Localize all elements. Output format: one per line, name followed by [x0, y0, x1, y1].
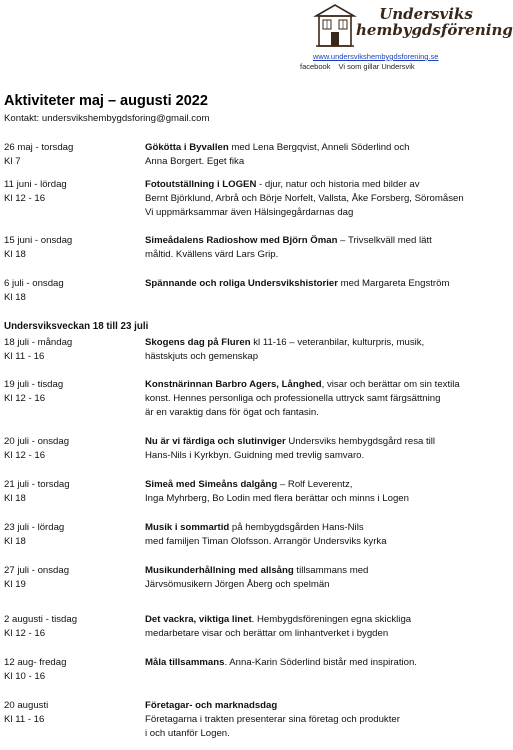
event-description: [145, 478, 490, 506]
event-time: Kl 11 - 16: [4, 714, 45, 725]
event-time: Kl 18: [4, 493, 26, 504]
event-when: [4, 521, 139, 549]
event-description: [145, 336, 490, 364]
event-line2: hästskjuts och gemenskap: [145, 351, 259, 362]
event-title-rest: med Margareta Engström: [338, 278, 450, 289]
event-time: Kl 18: [4, 249, 26, 260]
tagline-row: [300, 62, 421, 71]
event-line1: [145, 336, 490, 350]
event-description: [145, 277, 490, 291]
event-line2: Anna Borgert. Eget fika: [145, 156, 245, 167]
event-time: Kl 12 - 16: [4, 450, 46, 461]
event-title-rest: på hembygdsgården Hans-Nils: [229, 522, 364, 533]
event-title-rest: Undersviks hembygdsgård resa till: [285, 436, 436, 447]
event-date: 18 juli - måndag: [4, 337, 73, 348]
event-line2: Företagarna i trakten presenterar sina företag och produkter: [145, 714, 400, 725]
event-title: Simeå med Simeåns dalgång: [145, 479, 278, 490]
event-date: 27 juli - onsdag: [4, 565, 70, 576]
event-title: Simeådalens Radioshow med Björn Öman: [145, 235, 338, 246]
event-date: 20 augusti: [4, 700, 49, 711]
event-line1: [145, 435, 490, 449]
event-date: 23 juli - lördag: [4, 522, 65, 533]
event-when: [4, 234, 139, 262]
website-link[interactable]: www.undersvikshembygdsforening.se: [313, 52, 439, 61]
event-line2: Inga Myhrberg, Bo Lodin med flera berättar och minns i Logen: [145, 493, 409, 504]
event-description: [145, 521, 490, 549]
event-line1: [145, 613, 490, 627]
event-line1: [145, 478, 490, 492]
event-when: [4, 141, 139, 169]
event-when: [4, 435, 139, 463]
header-logo-block: [300, 2, 513, 72]
event-line3: i och utanför Logen.: [145, 728, 230, 739]
event-time: Kl 7: [4, 156, 21, 167]
event-title: Musikunderhållning med allsång: [145, 565, 294, 576]
event-description: [145, 234, 490, 262]
event-time: Kl 18: [4, 536, 26, 547]
event-line1: [145, 521, 490, 535]
event-line1: [145, 656, 490, 670]
event-title: Nu är vi färdiga och slutinviger: [145, 436, 286, 447]
event-time: Kl 12 - 16: [4, 628, 46, 639]
event-when: [4, 613, 139, 641]
event-when: [4, 656, 139, 684]
event-title-rest: tillsammans med: [293, 565, 369, 576]
event-line2: konst. Hennes personliga och professionella uttryck samt färgsättning: [145, 393, 441, 404]
event-title-rest: . Anna-Karin Söderlind bistår med inspiration.: [224, 657, 417, 668]
event-title-rest: kl 11-16 – veteranbilar, kulturpris, musik,: [250, 337, 425, 348]
event-line2: med familjen Timan Olofsson. Arrangör Undersviks kyrka: [145, 536, 387, 547]
event-description: [145, 178, 490, 220]
event-when: [4, 699, 139, 727]
event-date: 15 juni - onsdag: [4, 235, 73, 246]
event-line2: måltid. Kvällens värd Lars Grip.: [145, 249, 279, 260]
event-title: Konstnärinnan Barbro Agers, Långhed: [145, 379, 322, 390]
event-line1: [145, 178, 490, 192]
event-title-rest: med Lena Bergqvist, Anneli Söderlind och: [228, 142, 410, 153]
event-line1: [145, 378, 490, 392]
event-when: [4, 277, 139, 305]
event-line1: [145, 234, 490, 248]
event-time: Kl 10 - 16: [4, 671, 46, 682]
facebook-link[interactable]: facebook: [300, 62, 331, 71]
event-title: Fotoutställning i LOGEN: [145, 179, 257, 190]
event-title-rest: . Hembygdsföreningen egna skickliga: [251, 614, 412, 625]
event-date: 21 juli - torsdag: [4, 479, 70, 490]
event-time: Kl 11 - 16: [4, 351, 45, 362]
contact-line: Kontakt: undersvikshembygdsforing@gmail.com: [4, 113, 210, 124]
section-heading: Undersviksveckan 18 till 23 juli: [4, 321, 149, 332]
event-line1: [145, 141, 490, 155]
event-date: 20 juli - onsdag: [4, 436, 70, 447]
event-description: [145, 699, 490, 741]
event-time: Kl 12 - 16: [4, 393, 46, 404]
event-date: 11 juni - lördag: [4, 179, 67, 190]
event-title: Måla tillsammans: [145, 657, 225, 668]
event-line1: [145, 564, 490, 578]
logo-name-line1: Undersviks: [379, 5, 473, 23]
event-description: [145, 613, 490, 641]
logo-name-line2: hembygdsförening: [356, 21, 513, 39]
event-line1: [145, 277, 490, 291]
event-line1: [145, 699, 490, 713]
event-line3: är en varaktig dans för ögat och fantasin.: [145, 407, 319, 418]
event-time: Kl 18: [4, 292, 26, 303]
event-title: Gököttа i Byvallen: [145, 142, 229, 153]
event-line2: Järvsömusikern Jörgen Åberg och spelmän: [145, 579, 330, 590]
event-title-rest: – Rolf Leverentz,: [277, 479, 353, 490]
event-line2: Bernt Björklund, Arbrå och Börje Norfelt, Vallsta, Åke Forsberg, Söromåsen: [145, 193, 464, 204]
event-line2: medarbetare visar och berättar om linhantverket i bygden: [145, 628, 389, 639]
event-title: Det vackra, viktiga linet: [145, 614, 252, 625]
event-title: Företagar- och marknadsdag: [145, 700, 278, 711]
event-date: 2 augusti - tisdag: [4, 614, 78, 625]
event-line2: Hans-Nils i Kyrkbyn. Guidning med trevlig samvaro.: [145, 450, 365, 461]
event-title: Musik i sommartid: [145, 522, 230, 533]
event-when: [4, 178, 139, 206]
event-time: Kl 19: [4, 579, 26, 590]
event-date: 12 aug- fredag: [4, 657, 67, 668]
event-line3: Vi uppmärksammar även Hälsingegårdarnas dag: [145, 207, 354, 218]
event-title: Skogens dag på Fluren: [145, 337, 251, 348]
event-description: [145, 564, 490, 592]
tagline-text: Vi som gillar Undersvik: [338, 62, 415, 71]
logo-wordmark: [356, 5, 513, 39]
event-time: Kl 12 - 16: [4, 193, 46, 204]
event-date: 19 juli - tisdag: [4, 379, 64, 390]
event-title-rest: – Trivselkväll med lätt: [337, 235, 432, 246]
event-description: [145, 656, 490, 670]
event-when: [4, 564, 139, 592]
event-date: 26 maj - torsdag: [4, 142, 74, 153]
event-when: [4, 478, 139, 506]
event-title-rest: - djur, natur och historia med bilder av: [256, 179, 420, 190]
event-description: [145, 435, 490, 463]
event-description: [145, 378, 490, 420]
event-description: [145, 141, 490, 169]
event-when: [4, 378, 139, 406]
event-title: Spännande och roliga Undersvikshistorier: [145, 278, 338, 289]
event-date: 6 juli - onsdag: [4, 278, 64, 289]
event-title-rest: , visar och berättar om sin textila: [321, 379, 460, 390]
page-title: Aktiviteter maj – augusti 2022: [4, 93, 208, 109]
event-when: [4, 336, 139, 364]
